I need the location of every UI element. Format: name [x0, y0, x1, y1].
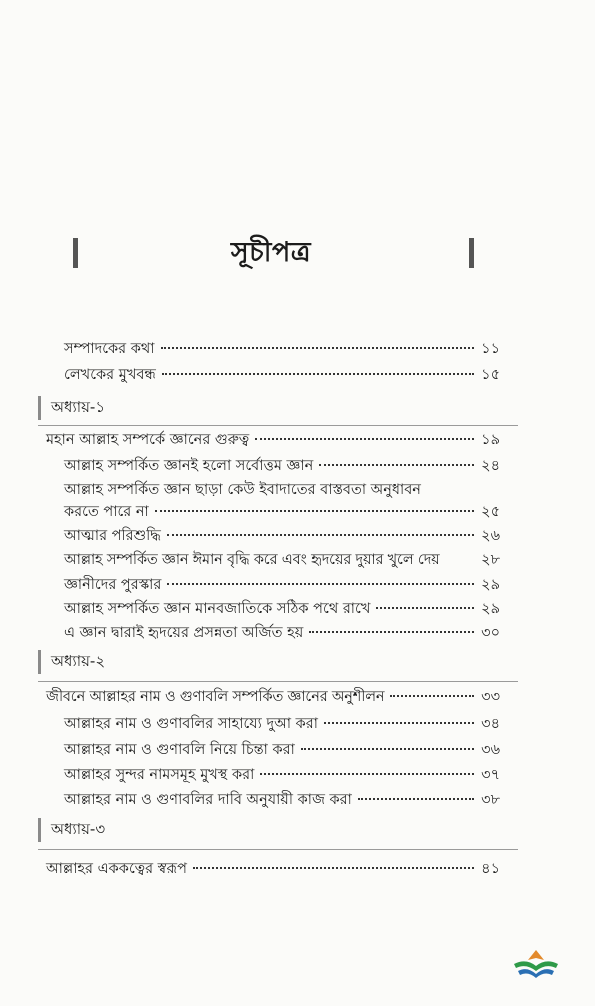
toc-entry — [64, 549, 500, 573]
toc-entry-label: আত্মার পরিশুদ্ধি — [64, 528, 161, 544]
title-bar-right — [469, 238, 474, 268]
toc-entry-label: আল্লাহর এককত্বের স্বরূপ — [46, 861, 187, 877]
dot-leader — [309, 631, 474, 633]
dot-leader — [161, 347, 475, 349]
toc-entry-page: ৪১ — [481, 861, 500, 877]
toc-entry-page: ৩৩ — [481, 689, 500, 705]
dot-leader — [324, 722, 474, 724]
dot-leader — [155, 510, 474, 512]
toc-entry-label: করতে পারে না — [64, 504, 149, 520]
toc-entry-label: আল্লাহ সম্পর্কিত জ্ঞানই হলো সর্বোত্তম জ্ঞান — [64, 458, 314, 474]
toc-entry — [64, 622, 500, 646]
toc-entry-page: ৩০ — [481, 625, 500, 641]
toc-main-entry — [46, 858, 500, 882]
toc-entry — [64, 501, 500, 525]
dot-leader — [162, 373, 474, 375]
toc-entry — [64, 739, 500, 763]
dot-leader — [255, 438, 474, 440]
dot-leader — [260, 773, 474, 775]
toc-entry-page: ১৫ — [481, 367, 500, 383]
toc-entry-page: ২৯ — [481, 577, 500, 593]
dot-leader — [319, 464, 474, 466]
toc-entry — [64, 789, 500, 813]
toc-entry-page: ২৮ — [481, 552, 500, 568]
chapter-bar — [38, 818, 41, 842]
toc-main-entry — [46, 429, 500, 453]
toc-entry-page: ২৪ — [481, 458, 500, 474]
chapter-heading — [38, 396, 105, 420]
chapter-heading — [38, 650, 105, 674]
toc-entry-label: সম্পাদকের কথা — [64, 341, 155, 357]
toc-entry-line — [64, 479, 500, 503]
toc-entry-page: ১৯ — [481, 432, 500, 448]
dot-leader — [193, 867, 474, 869]
toc-entry — [64, 455, 500, 479]
toc-title-block — [66, 236, 476, 270]
toc-entry-label: জ্ঞানীদের পুরস্কার — [64, 577, 162, 593]
toc-entry-page: ৩৪ — [481, 716, 500, 732]
toc-entry-label: মহান আল্লাহ সম্পর্কে জ্ঞানের গুরুত্ব — [46, 432, 250, 448]
toc-entry-page: ১১ — [481, 341, 500, 357]
toc-entry — [64, 364, 500, 388]
toc-entry — [64, 574, 500, 598]
toc-entry-page: ৩৮ — [481, 792, 500, 808]
toc-entry-page: ৩৬ — [481, 742, 500, 758]
dot-leader — [167, 583, 474, 585]
dot-leader — [358, 798, 474, 800]
toc-entry-label: আল্লাহ সম্পর্কিত জ্ঞান ঈমান বৃদ্ধি করে এবং হৃদয়ের দুয়ার খুলে দেয় — [64, 552, 440, 568]
toc-entry-label: আল্লাহ সম্পর্কিত জ্ঞান ছাড়া কেউ ইবাদাতের বাস্তবতা অনুধাবন — [64, 482, 421, 498]
toc-entry-label: লেখকের মুখবন্ধ — [64, 367, 156, 383]
toc-entry-label: আল্লাহ সম্পর্কিত জ্ঞান মানবজাতিকে সঠিক পথে রাখে — [64, 601, 371, 617]
dot-leader — [376, 607, 474, 609]
toc-entry-label: আল্লাহর নাম ও গুণাবলি নিয়ে চিন্তা করা — [64, 742, 295, 758]
toc-main-entry — [46, 686, 500, 710]
chapter-heading-text: অধ্যায়-১ — [51, 397, 106, 416]
toc-entry — [64, 525, 500, 549]
toc-entry-page: ২৯ — [481, 601, 500, 617]
toc-entry-page: ৩৭ — [481, 767, 500, 783]
chapter-bar — [38, 650, 41, 674]
chapter-bar — [38, 396, 41, 420]
toc-entry — [64, 338, 500, 362]
toc-entry-label: জীবনে আল্লাহর নাম ও গুণাবলি সম্পর্কিত জ্ঞানের অনুশীলন — [46, 689, 385, 705]
chapter-divider — [38, 849, 518, 850]
dot-leader — [301, 748, 474, 750]
toc-entry-label: এ জ্ঞান দ্বারাই হৃদয়ের প্রসন্নতা অর্জিত হয় — [64, 625, 304, 641]
toc-entry-label: আল্লাহর নাম ও গুণাবলির দাবি অনুযায়ী কাজ করা — [64, 792, 352, 808]
toc-entry — [64, 764, 500, 788]
page-title: সূচীপত্র — [230, 237, 312, 268]
chapter-heading — [38, 818, 105, 842]
toc-entry-page: ২৬ — [481, 528, 500, 544]
toc-entry — [64, 713, 500, 737]
dot-leader — [167, 534, 474, 536]
chapter-heading-text: অধ্যায়-২ — [51, 651, 106, 670]
chapter-divider — [38, 681, 518, 682]
chapter-divider — [38, 425, 518, 426]
dot-leader — [390, 695, 474, 697]
chapter-heading-text: অধ্যায়-৩ — [51, 819, 106, 838]
toc-entry-page: ২৫ — [481, 504, 500, 520]
toc-entry — [64, 598, 500, 622]
book-logo-icon — [510, 946, 562, 982]
toc-entry-label: আল্লাহর নাম ও গুণাবলির সাহায্যে দুআ করা — [64, 716, 318, 732]
toc-entry-label: আল্লাহর সুন্দর নামসমূহ মুখস্থ করা — [64, 767, 255, 783]
